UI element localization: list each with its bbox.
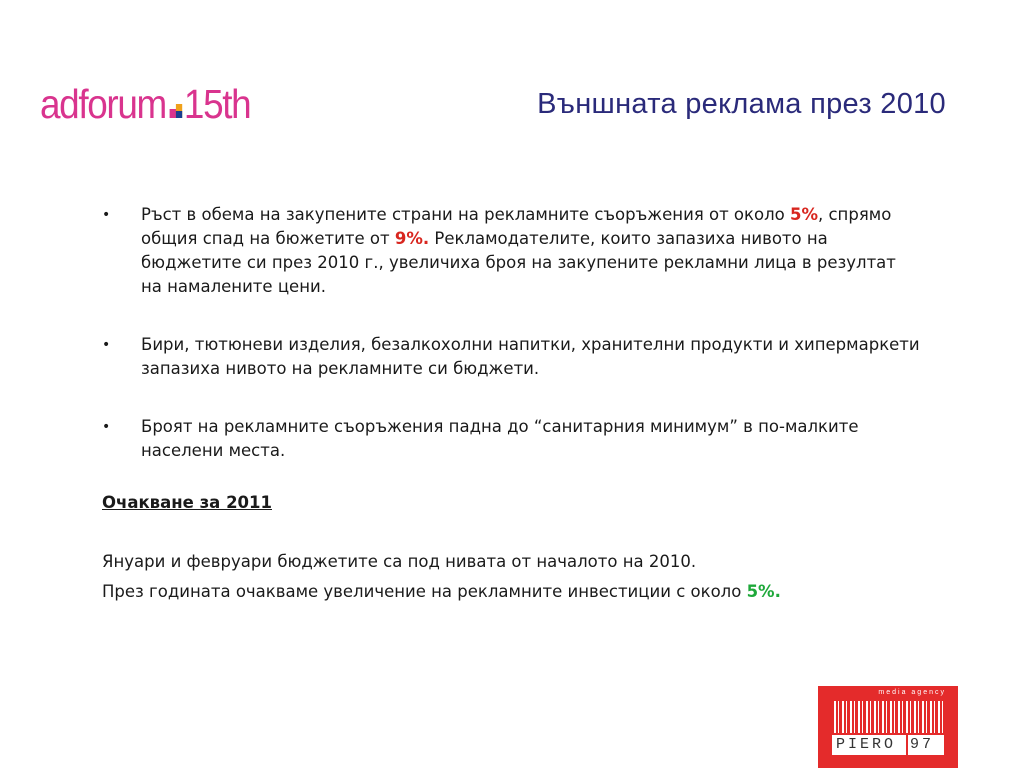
badge-number: 97 [910,736,935,753]
highlight-value: 9%. [394,229,430,248]
bullet-text: Ръст в обема на закупените страни на рекламните съоръжения от около [141,205,790,224]
badge-name: PIERO [836,736,897,753]
bullet-text: , спрямо общия спад на бюжетите от [141,205,892,248]
highlight-value: 5% [789,205,818,224]
logo-right-text: 15th [183,81,251,127]
adforum-logo [40,81,251,127]
expectation-value: 5%. [746,582,781,601]
expectation-line-2-text: През годината очакваме увеличение на рекламните инвестиции с около [102,582,747,601]
barcode-icon [834,701,944,733]
bullet-marker: • [102,207,111,223]
bullet-list [102,203,922,497]
badge-wordmark [832,735,944,755]
expectation-heading: Очакване за 2011 [102,493,272,512]
expectation-line-1: Януари и февруари бюджетите са под нивата от началото на 2010. [102,552,697,571]
slide-title: Външната реклама през 2010 [537,88,946,120]
bullet-text: Бири, тютюневи изделия, безалкохолни напитки, хранителни продукти и хипермаркети запазиха нивото на рекламните си бюджети. [141,335,920,378]
bullet-item [102,333,922,381]
bullet-item [102,203,922,299]
badge-tagline: media agency [878,689,946,696]
bullet-text: Броят на рекламните съоръжения падна до “санитарния минимум” в по-малките населени места. [141,417,859,460]
logo-left-text: adforum [40,81,166,127]
bullet-item [102,415,922,463]
expectation-line-2 [102,580,781,604]
piero97-badge [818,686,958,768]
bullet-marker: • [102,337,111,353]
bullet-text: Рекламодателите, които запазиха нивото на бюджетите си през 2010 г., увеличиха броя на закупените рекламни лица в резултат на намалените цени. [141,229,896,296]
logo-square-icon [170,104,183,118]
bullet-marker: • [102,419,111,435]
